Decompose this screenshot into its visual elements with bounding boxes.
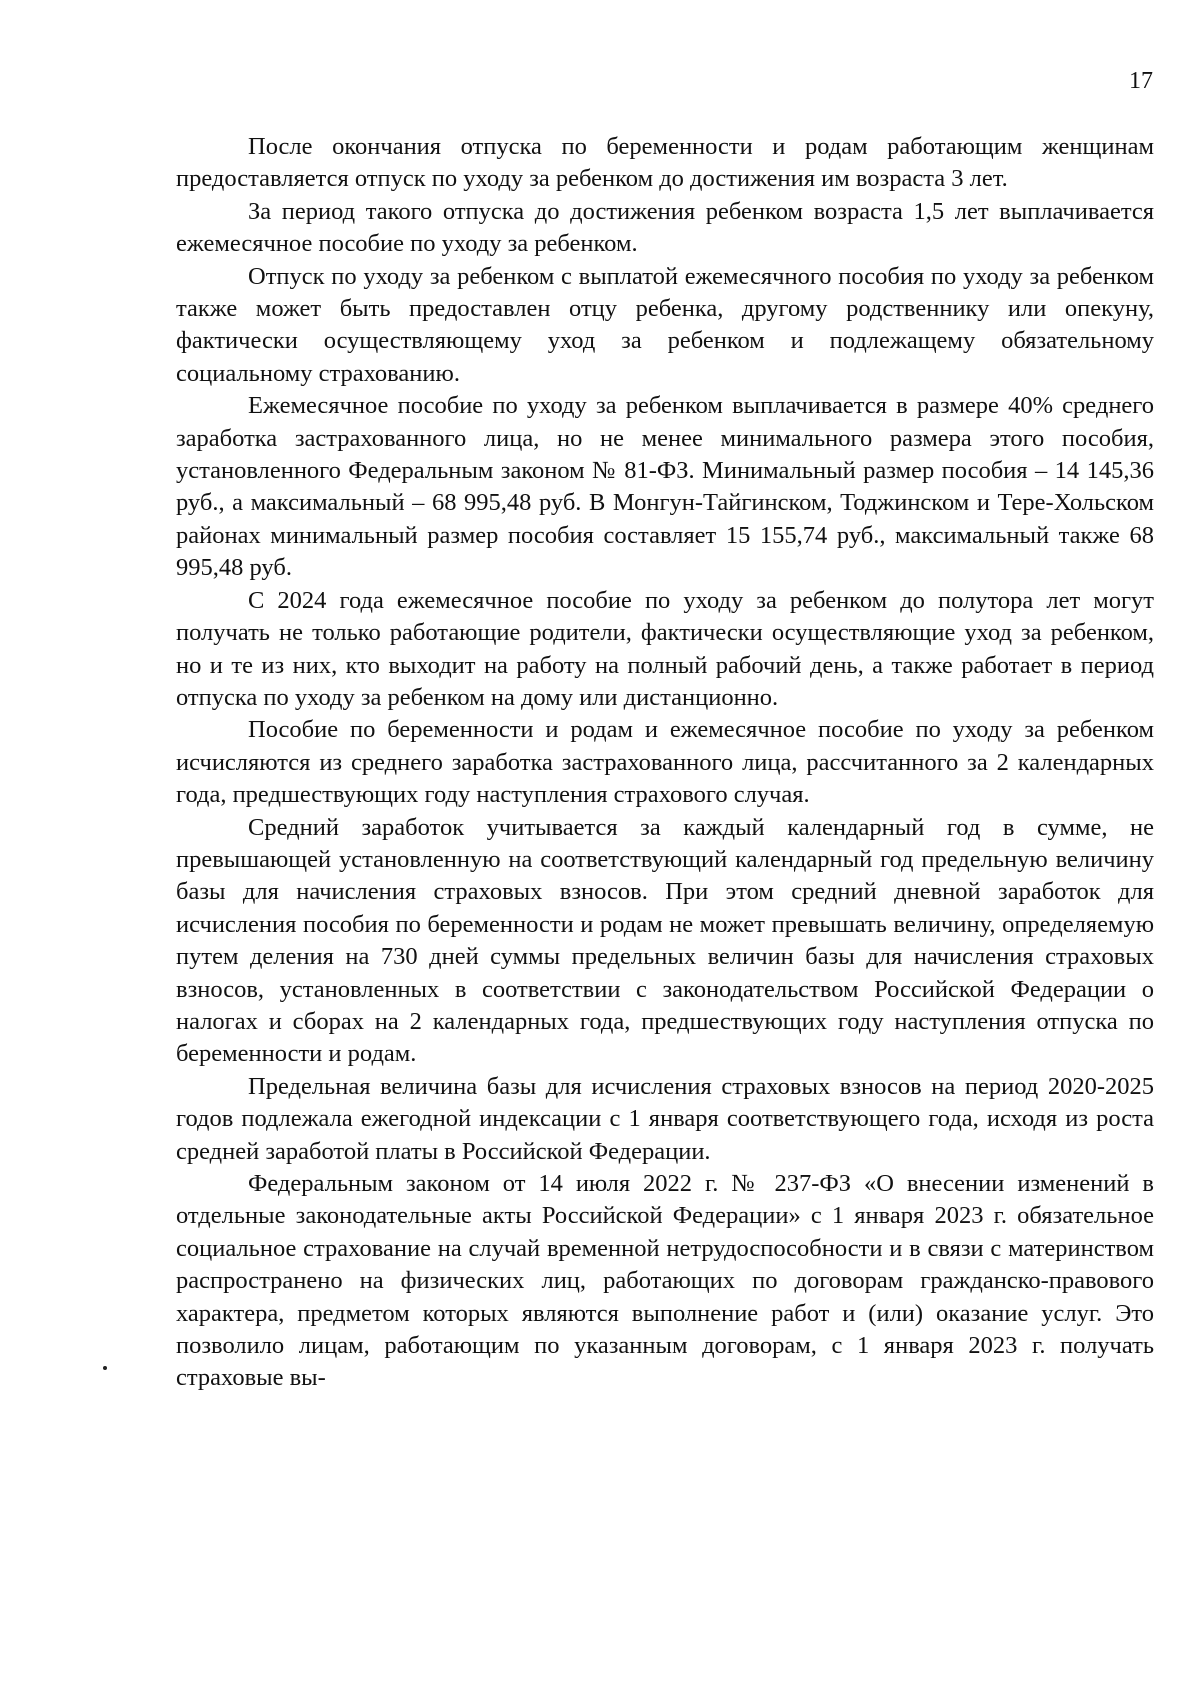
paragraph-maternity-leave-childcare: После окончания отпуска по беременности и родам работающим женщинам предоставляется отпуск по уходу за ребенком до достижения им возраста 3 лет. <box>176 133 1154 193</box>
paragraph-2024-eligibility: С 2024 года ежемесячное пособие по уходу за ребенком до полутора лет могут получать не только работающие родители, фактически осуществляющие уход за ребенком, но и те из них, кто выходит на работу на полный рабочий день, а также работает в период отпуска по уходу за ребенком на дому или дистанционно. <box>176 586 1154 711</box>
scan-artifact-dot <box>103 1366 107 1370</box>
paragraph-allowance-amount: Ежемесячное пособие по уходу за ребенком выплачивается в размере 40% среднего заработка застрахованного лица, но не менее минимального размера этого пособия, установленного Федеральным законом № 81-ФЗ. Минимальный размер пособия – 14 145,36 руб., а максимальный – 68 995,48 руб. В Монгун-Тайгинском, Тоджинском и Тере-Хольском районах минимальный размер пособия составляет 15 155,74 руб., максимальный также 68 995,48 руб. <box>176 392 1154 582</box>
body-text <box>176 131 1154 1395</box>
paragraph-leave-for-relatives: Отпуск по уходу за ребенком с выплатой ежемесячного пособия по уходу за ребенком также может быть предоставлен отцу ребенка, другому родственнику или опекуну, фактически осуществляющему уход за ребенком и подлежащему обязательному социальному страхованию. <box>176 262 1154 387</box>
paragraph-federal-law-237: Федеральным законом от 14 июля 2022 г. № 237-ФЗ «О внесении изменений в отдельные законодательные акты Российской Федерации» с 1 января 2023 г. обязательное социальное страхование на случай временной нетрудоспособности и в связи с материнством распространено на физических лиц, работающих по договорам гражданско-правового характера, предметом которых являются выполнение работ и (или) оказание услуг. Это позволило лицам, работающим по указанным договорам, с 1 января 2023 г. получать страховые вы- <box>176 1170 1154 1392</box>
paragraph-contribution-base-indexation: Предельная величина базы для исчисления страховых взносов на период 2020-2025 годов подлежала ежегодной индексации с 1 января соответствующего года, исходя из роста средней заработой платы в Российской Федерации. <box>176 1072 1154 1165</box>
paragraph-average-earnings-basis: Пособие по беременности и родам и ежемесячное пособие по уходу за ребенком исчисляются из среднего заработка застрахованного лица, рассчитанного за 2 календарных года, предшествующих году наступления страхового случая. <box>176 716 1154 809</box>
paragraph-monthly-allowance-period: За период такого отпуска до достижения ребенком возраста 1,5 лет выплачивается ежемесячное пособие по уходу за ребенком. <box>176 197 1154 258</box>
paragraph-average-earnings-limit: Средний заработок учитывается за каждый календарный год в сумме, не превышающей установленную на соответствующий календарный год предельную величину базы для начисления страховых взносов. При этом средний дневной заработок для исчисления пособия по беременности и родам не может превышать величину, определяемую путем деления на 730 дней суммы предельных величин базы для начисления страховых взносов, установленных в соответствии с законодательством Российской Федерации о налогах и сборах на 2 календарных года, предшествующих году наступления отпуска по беременности и родам. <box>176 813 1154 1068</box>
page-number: 17 <box>1129 68 1153 94</box>
